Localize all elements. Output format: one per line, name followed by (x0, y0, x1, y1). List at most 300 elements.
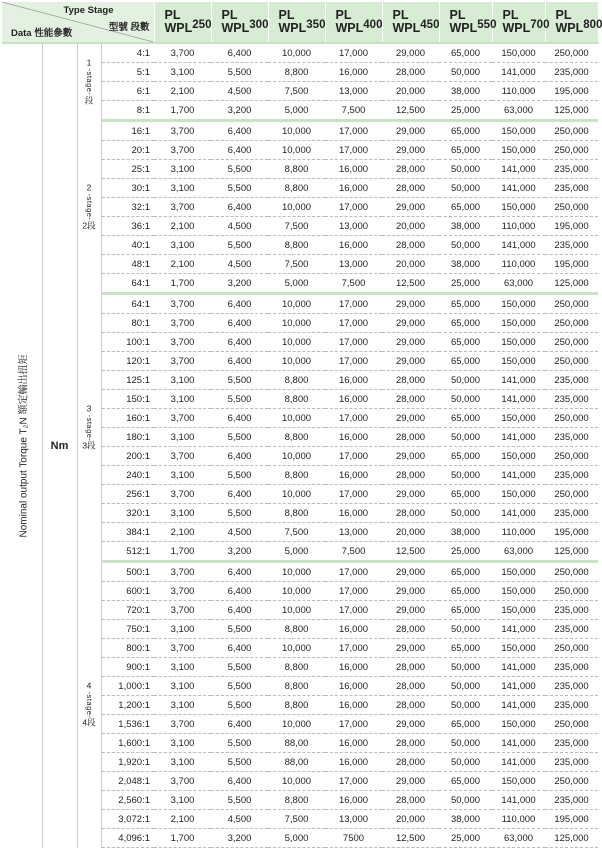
ratio-cell: 900:1 (101, 658, 154, 677)
torque-cell: 141,000 (492, 63, 545, 82)
torque-cell: 5,500 (211, 371, 268, 390)
torque-cell: 195,000 (545, 82, 598, 101)
model-prefix-pl: PL (221, 7, 238, 22)
torque-cell: 250,000 (545, 409, 598, 428)
torque-cell: 16,000 (325, 734, 382, 753)
torque-cell: 250,000 (545, 294, 598, 314)
torque-cell: 20,000 (382, 810, 439, 829)
torque-cell: 235,000 (545, 677, 598, 696)
ratio-cell: 32:1 (101, 198, 154, 217)
torque-cell: 5,500 (211, 753, 268, 772)
torque-cell: 250,000 (545, 715, 598, 734)
torque-cell: 235,000 (545, 236, 598, 255)
torque-cell: 28,000 (382, 677, 439, 696)
torque-cell: 29,000 (382, 447, 439, 466)
ratio-cell: 40:1 (101, 236, 154, 255)
torque-cell: 28,000 (382, 658, 439, 677)
torque-cell: 10,000 (268, 562, 325, 582)
torque-cell: 150,000 (492, 639, 545, 658)
torque-cell: 10,000 (268, 198, 325, 217)
model-prefix-pl: PL (449, 7, 466, 22)
torque-cell: 17,000 (325, 562, 382, 582)
torque-cell: 50,000 (439, 696, 492, 715)
torque-cell: 150,000 (492, 352, 545, 371)
ratio-cell: 4:1 (101, 43, 154, 63)
torque-cell: 6,400 (211, 447, 268, 466)
ratio-cell: 80:1 (101, 314, 154, 333)
torque-cell: 150,000 (492, 447, 545, 466)
torque-cell: 50,000 (439, 734, 492, 753)
torque-cell: 17,000 (325, 141, 382, 160)
torque-cell: 7,500 (325, 101, 382, 121)
torque-cell: 125,000 (545, 101, 598, 121)
torque-cell: 65,000 (439, 314, 492, 333)
torque-cell: 235,000 (545, 63, 598, 82)
torque-cell: 4,500 (211, 523, 268, 542)
torque-cell: 10,000 (268, 294, 325, 314)
torque-cell: 20,000 (382, 217, 439, 236)
torque-cell: 150,000 (492, 409, 545, 428)
torque-cell: 235,000 (545, 753, 598, 772)
torque-cell: 50,000 (439, 753, 492, 772)
stage-3-label (77, 294, 101, 562)
torque-cell: 65,000 (439, 409, 492, 428)
torque-cell: 50,000 (439, 160, 492, 179)
stage-word: -stage- (84, 691, 94, 718)
ratio-cell: 160:1 (101, 409, 154, 428)
torque-cell: 235,000 (545, 504, 598, 523)
ratio-cell: 1,536:1 (101, 715, 154, 734)
torque-cell: 16,000 (325, 696, 382, 715)
torque-cell: 5,500 (211, 620, 268, 639)
torque-cell: 8,800 (268, 620, 325, 639)
ratio-cell: 100:1 (101, 333, 154, 352)
torque-cell: 65,000 (439, 601, 492, 620)
ratio-cell: 6:1 (101, 82, 154, 101)
torque-cell: 63,000 (492, 542, 545, 562)
ratio-cell: 25:1 (101, 160, 154, 179)
model-header-700 (492, 2, 550, 43)
torque-cell: 88,00 (268, 753, 325, 772)
torque-cell: 13,000 (325, 82, 382, 101)
unit-label: Nm (42, 43, 77, 848)
torque-cell: 235,000 (545, 466, 598, 485)
ratio-cell: 8:1 (101, 101, 154, 121)
torque-cell: 235,000 (545, 658, 598, 677)
model-prefix-wpl: WPL (335, 20, 364, 35)
ratio-cell: 16:1 (101, 121, 154, 141)
torque-cell: 29,000 (382, 409, 439, 428)
ratio-cell: 125:1 (101, 371, 154, 390)
torque-cell: 16,000 (325, 428, 382, 447)
torque-cell: 125,000 (545, 542, 598, 562)
ratio-cell: 150:1 (101, 390, 154, 409)
torque-cell: 17,000 (325, 639, 382, 658)
torque-cell: 65,000 (439, 294, 492, 314)
torque-cell: 3,700 (154, 141, 211, 160)
torque-cell: 17,000 (325, 409, 382, 428)
ratio-cell: 320:1 (101, 504, 154, 523)
torque-table (2, 2, 602, 848)
torque-cell: 65,000 (439, 485, 492, 504)
torque-cell: 13,000 (325, 810, 382, 829)
ratio-cell: 384:1 (101, 523, 154, 542)
torque-cell: 13,000 (325, 255, 382, 274)
model-size: 400 (363, 18, 383, 31)
torque-cell: 150,000 (492, 582, 545, 601)
torque-cell: 141,000 (492, 734, 545, 753)
torque-cell: 20,000 (382, 523, 439, 542)
torque-cell: 5,500 (211, 734, 268, 753)
torque-cell: 3,100 (154, 658, 211, 677)
torque-cell: 235,000 (545, 734, 598, 753)
stage-1-label (77, 43, 101, 121)
torque-cell: 29,000 (382, 601, 439, 620)
torque-cell: 28,000 (382, 390, 439, 409)
stage-label-stack (82, 680, 95, 729)
quantity-cell (2, 43, 42, 848)
torque-cell: 4,500 (211, 255, 268, 274)
model-size: 700 (530, 18, 550, 31)
torque-cell: 50,000 (439, 791, 492, 810)
torque-cell: 17,000 (325, 772, 382, 791)
torque-cell: 3,100 (154, 620, 211, 639)
torque-cell: 10,000 (268, 121, 325, 141)
torque-cell: 141,000 (492, 791, 545, 810)
torque-cell: 17,000 (325, 121, 382, 141)
ratio-cell: 48:1 (101, 255, 154, 274)
torque-cell: 3,700 (154, 352, 211, 371)
torque-cell: 3,700 (154, 121, 211, 141)
torque-cell: 65,000 (439, 772, 492, 791)
torque-cell: 250,000 (545, 121, 598, 141)
torque-cell: 65,000 (439, 639, 492, 658)
torque-cell: 38,000 (439, 523, 492, 542)
torque-cell: 8,800 (268, 63, 325, 82)
torque-cell: 6,400 (211, 601, 268, 620)
model-header-450 (382, 2, 439, 43)
torque-cell: 6,400 (211, 141, 268, 160)
torque-cell: 141,000 (492, 390, 545, 409)
torque-cell: 10,000 (268, 639, 325, 658)
model-size: 800 (583, 18, 602, 31)
torque-cell: 28,000 (382, 160, 439, 179)
torque-cell: 3,700 (154, 639, 211, 658)
model-prefix-wpl: WPL (164, 20, 193, 35)
torque-cell: 17,000 (325, 333, 382, 352)
table-row (2, 562, 598, 582)
torque-cell: 3,700 (154, 314, 211, 333)
torque-cell: 235,000 (545, 179, 598, 198)
ratio-cell: 64:1 (101, 274, 154, 294)
torque-cell: 3,200 (211, 829, 268, 848)
torque-cell: 1,700 (154, 274, 211, 294)
torque-cell: 12,500 (382, 101, 439, 121)
torque-cell: 29,000 (382, 562, 439, 582)
torque-cell: 20,000 (382, 255, 439, 274)
torque-cell: 8,800 (268, 466, 325, 485)
torque-cell: 6,400 (211, 294, 268, 314)
torque-cell: 65,000 (439, 121, 492, 141)
torque-cell: 3,700 (154, 772, 211, 791)
torque-cell: 17,000 (325, 601, 382, 620)
torque-cell: 5,000 (268, 542, 325, 562)
torque-cell: 16,000 (325, 753, 382, 772)
torque-cell: 65,000 (439, 352, 492, 371)
torque-cell: 10,000 (268, 333, 325, 352)
torque-cell: 235,000 (545, 620, 598, 639)
table-row (2, 294, 598, 314)
torque-cell: 50,000 (439, 179, 492, 198)
torque-cell: 5,500 (211, 677, 268, 696)
torque-cell: 250,000 (545, 333, 598, 352)
torque-cell: 250,000 (545, 772, 598, 791)
torque-cell: 29,000 (382, 333, 439, 352)
torque-cell: 5,500 (211, 390, 268, 409)
torque-cell: 3,100 (154, 160, 211, 179)
model-prefix-pl: PL (335, 7, 352, 22)
torque-cell: 16,000 (325, 791, 382, 810)
torque-cell: 7,500 (268, 810, 325, 829)
ratio-cell: 1,000:1 (101, 677, 154, 696)
table-body (2, 43, 598, 848)
torque-cell: 195,000 (545, 255, 598, 274)
torque-cell: 50,000 (439, 677, 492, 696)
torque-cell: 235,000 (545, 696, 598, 715)
torque-cell: 10,000 (268, 601, 325, 620)
torque-cell: 8,800 (268, 179, 325, 198)
torque-cell: 8,800 (268, 658, 325, 677)
torque-cell: 10,000 (268, 582, 325, 601)
torque-cell: 28,000 (382, 696, 439, 715)
torque-cell: 38,000 (439, 810, 492, 829)
ratio-cell: 750:1 (101, 620, 154, 639)
ratio-cell: 120:1 (101, 352, 154, 371)
torque-cell: 17,000 (325, 294, 382, 314)
model-header-250 (154, 2, 211, 43)
torque-cell: 3,200 (211, 101, 268, 121)
model-prefix-wpl: WPL (278, 20, 307, 35)
torque-cell: 7,500 (268, 82, 325, 101)
torque-cell: 29,000 (382, 639, 439, 658)
model-header-550 (439, 2, 497, 43)
torque-cell: 141,000 (492, 466, 545, 485)
torque-cell: 65,000 (439, 562, 492, 582)
quantity-label: Nominal output Torque T₂N 額定輸出扭矩 (18, 354, 30, 538)
torque-cell: 10,000 (268, 409, 325, 428)
model-size: 550 (477, 18, 497, 31)
torque-cell: 235,000 (545, 428, 598, 447)
torque-cell: 29,000 (382, 485, 439, 504)
torque-cell: 6,400 (211, 485, 268, 504)
torque-cell: 141,000 (492, 753, 545, 772)
type-stage-label: Type Stage (63, 5, 114, 16)
torque-cell: 195,000 (545, 810, 598, 829)
torque-cell: 29,000 (382, 582, 439, 601)
torque-cell: 17,000 (325, 43, 382, 63)
model-prefix-pl: PL (502, 7, 519, 22)
table-row (2, 43, 598, 63)
torque-cell: 150,000 (492, 141, 545, 160)
torque-cell: 195,000 (545, 523, 598, 542)
torque-cell: 150,000 (492, 43, 545, 63)
torque-cell: 3,200 (211, 274, 268, 294)
torque-cell: 3,700 (154, 409, 211, 428)
torque-cell: 7,500 (268, 255, 325, 274)
torque-cell: 4,500 (211, 217, 268, 236)
torque-cell: 28,000 (382, 428, 439, 447)
torque-cell: 1,700 (154, 542, 211, 562)
torque-cell: 28,000 (382, 179, 439, 198)
torque-cell: 250,000 (545, 352, 598, 371)
ratio-cell: 4,096:1 (101, 829, 154, 848)
torque-cell: 29,000 (382, 198, 439, 217)
torque-cell: 6,400 (211, 409, 268, 428)
torque-cell: 17,000 (325, 447, 382, 466)
torque-cell: 2,100 (154, 255, 211, 274)
torque-cell: 16,000 (325, 466, 382, 485)
torque-cell: 2,100 (154, 82, 211, 101)
stage-num: 3 (86, 403, 92, 414)
torque-cell: 150,000 (492, 314, 545, 333)
torque-cell: 235,000 (545, 390, 598, 409)
model-prefix-pl: PL (164, 7, 181, 22)
stage-2-label (77, 121, 101, 294)
torque-cell: 17,000 (325, 485, 382, 504)
torque-cell: 5,500 (211, 428, 268, 447)
torque-cell: 65,000 (439, 198, 492, 217)
torque-cell: 65,000 (439, 333, 492, 352)
torque-cell: 6,400 (211, 562, 268, 582)
torque-cell: 3,100 (154, 504, 211, 523)
torque-cell: 16,000 (325, 236, 382, 255)
torque-cell: 63,000 (492, 829, 545, 848)
model-prefix-wpl: WPL (392, 20, 421, 35)
torque-cell: 3,100 (154, 734, 211, 753)
torque-cell: 8,800 (268, 428, 325, 447)
header-row (2, 2, 598, 43)
torque-cell: 5,500 (211, 658, 268, 677)
torque-cell: 3,100 (154, 791, 211, 810)
torque-cell: 50,000 (439, 428, 492, 447)
torque-cell: 50,000 (439, 236, 492, 255)
torque-cell: 7,500 (325, 542, 382, 562)
torque-cell: 17,000 (325, 198, 382, 217)
stage-cn: 3段 (82, 440, 96, 451)
torque-cell: 141,000 (492, 236, 545, 255)
torque-cell: 25,000 (439, 101, 492, 121)
torque-cell: 65,000 (439, 141, 492, 160)
torque-cell: 5,500 (211, 696, 268, 715)
torque-cell: 150,000 (492, 121, 545, 141)
ratio-cell: 5:1 (101, 63, 154, 82)
model-prefix-wpl: WPL (221, 20, 250, 35)
torque-cell: 250,000 (545, 485, 598, 504)
torque-cell: 110,000 (492, 217, 545, 236)
torque-cell: 110,000 (492, 810, 545, 829)
torque-cell: 141,000 (492, 696, 545, 715)
torque-cell: 16,000 (325, 390, 382, 409)
torque-cell: 38,000 (439, 82, 492, 101)
torque-cell: 17,000 (325, 352, 382, 371)
torque-cell: 10,000 (268, 447, 325, 466)
stage-cn: 2段 (82, 220, 96, 231)
torque-cell: 250,000 (545, 198, 598, 217)
torque-cell: 50,000 (439, 371, 492, 390)
torque-cell: 50,000 (439, 504, 492, 523)
ratio-cell: 1,200:1 (101, 696, 154, 715)
torque-cell: 2,100 (154, 523, 211, 542)
torque-cell: 6,400 (211, 639, 268, 658)
torque-cell: 5,500 (211, 160, 268, 179)
torque-cell: 235,000 (545, 160, 598, 179)
stage-cn: 4段 (82, 717, 96, 728)
torque-cell: 3,700 (154, 447, 211, 466)
ratio-cell: 500:1 (101, 562, 154, 582)
stage-num: 2 (86, 182, 92, 193)
torque-cell: 235,000 (545, 371, 598, 390)
torque-cell: 141,000 (492, 160, 545, 179)
torque-cell: 28,000 (382, 63, 439, 82)
torque-cell: 8,800 (268, 791, 325, 810)
torque-cell: 65,000 (439, 43, 492, 63)
torque-cell: 25,000 (439, 542, 492, 562)
torque-cell: 150,000 (492, 198, 545, 217)
torque-cell: 3,100 (154, 696, 211, 715)
torque-cell: 141,000 (492, 179, 545, 198)
torque-cell: 50,000 (439, 466, 492, 485)
torque-cell: 5,500 (211, 504, 268, 523)
torque-cell: 8,800 (268, 677, 325, 696)
torque-cell: 3,700 (154, 715, 211, 734)
ratio-cell: 20:1 (101, 141, 154, 160)
torque-cell: 3,700 (154, 485, 211, 504)
torque-cell: 3,200 (211, 542, 268, 562)
torque-cell: 16,000 (325, 371, 382, 390)
torque-cell: 6,400 (211, 715, 268, 734)
torque-cell: 150,000 (492, 485, 545, 504)
torque-cell: 28,000 (382, 734, 439, 753)
stage-label-stack (85, 58, 94, 107)
torque-cell: 65,000 (439, 582, 492, 601)
ratio-cell: 2,048:1 (101, 772, 154, 791)
torque-cell: 141,000 (492, 677, 545, 696)
ratio-cell: 36:1 (101, 217, 154, 236)
ratio-cell: 200:1 (101, 447, 154, 466)
torque-cell: 50,000 (439, 620, 492, 639)
torque-cell: 3,100 (154, 428, 211, 447)
torque-cell: 5,500 (211, 466, 268, 485)
torque-cell: 7,500 (325, 274, 382, 294)
torque-cell: 110,000 (492, 523, 545, 542)
torque-cell: 150,000 (492, 333, 545, 352)
torque-cell: 235,000 (545, 791, 598, 810)
torque-cell: 28,000 (382, 620, 439, 639)
torque-cell: 28,000 (382, 371, 439, 390)
model-prefix-wpl: WPL (502, 20, 531, 35)
torque-cell: 28,000 (382, 504, 439, 523)
model-prefix-wpl: WPL (555, 20, 584, 35)
torque-cell: 20,000 (382, 82, 439, 101)
torque-cell: 6,400 (211, 314, 268, 333)
torque-cell: 250,000 (545, 639, 598, 658)
torque-cell: 150,000 (492, 294, 545, 314)
torque-cell: 65,000 (439, 447, 492, 466)
ratio-cell: 1,600:1 (101, 734, 154, 753)
stage-cn: 段 (84, 95, 94, 106)
header-corner (2, 2, 154, 43)
torque-cell: 6,400 (211, 582, 268, 601)
